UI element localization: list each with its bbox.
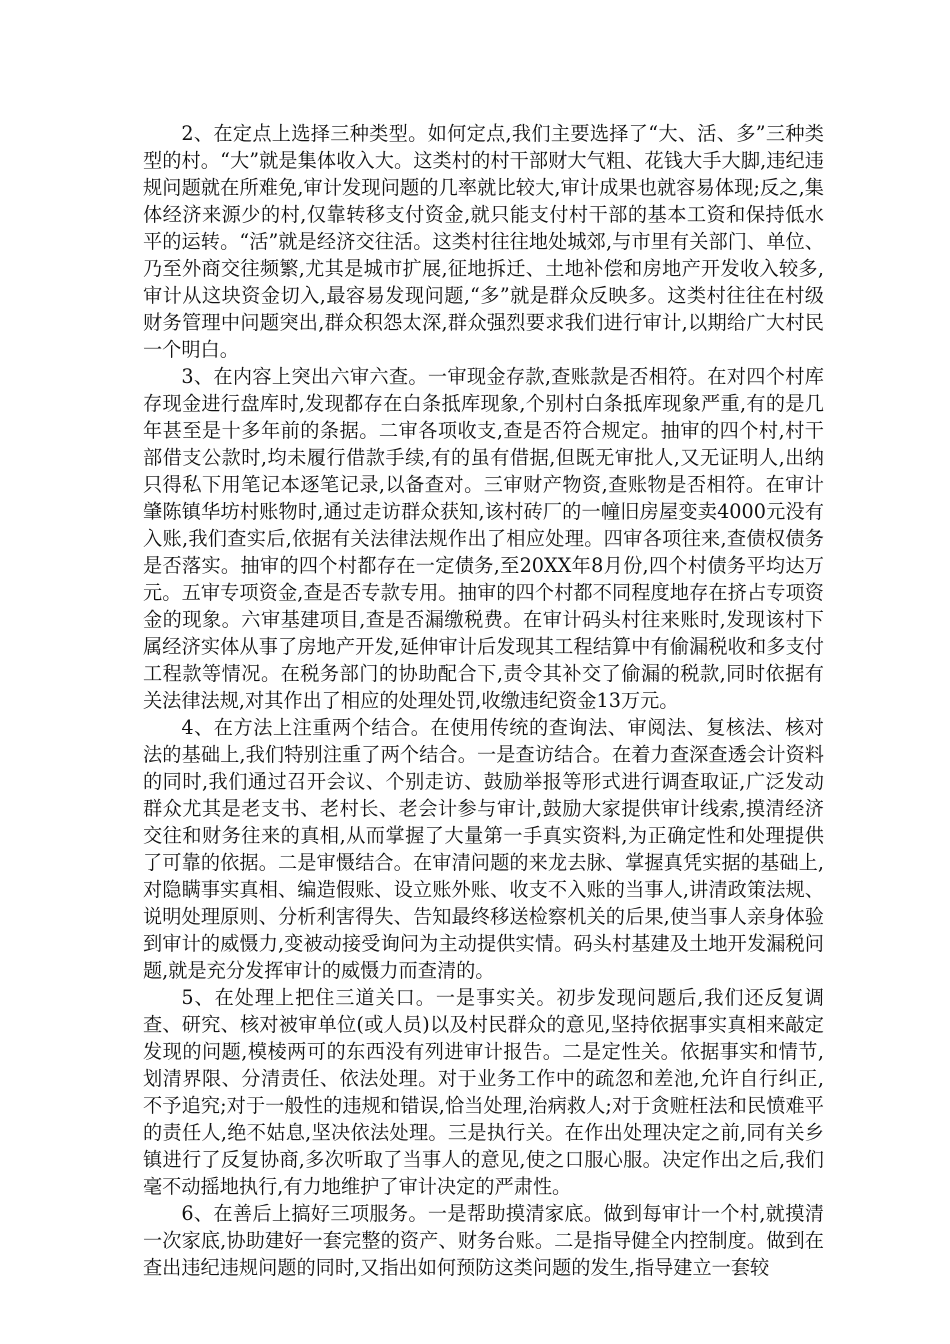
- paragraph-6-three-services: 6、在善后上搞好三项服务。一是帮助摸清家底。做到每审计一个村,就摸清一次家底,协助建好一套完整的资产、财务台账。二是指导健全内控制度。做到在查出违纪违规问题的同时,又指出如何预防这类问题的发生,指导建立一套较: [143, 1202, 824, 1279]
- paragraph-3-six-audits: 3、在内容上突出六审六查。一审现金存款,查账款是否相符。在对四个村库存现金进行盘库时,发现都存在白条抵库现象,个别村白条抵库现象严重,有的是几年甚至是十多年前的条据。二审各项收支,查是否符合规定。抽审的四个村,村干部借支公款时,均未履行借款手续,有的虽有借据,但既无审批人,又无证明人,出纳只得私下用笔记本逐笔记录,以备查对。三审财产物资,查账物是否相符。在审计肇陈镇华坊村账物时,通过走访群众获知,该村砖厂的一幢旧房屋变卖4000元没有入账,我们查实后,依据有关法律法规作出了相应处理。四审各项往来,查债权债务是否落实。抽审的四个村都存在一定债务,至20XX年8月份,四个村债务平均达万元。五审专项资金,查是否专款专用。抽审的四个村都不同程度地存在挤占专项资金的现象。六审基建项目,查是否漏缴税费。在审计码头村往来账时,发现该村下属经济实体从事了房地产开发,延伸审计后发现其工程结算中有偷漏税收和多支付工程款等情况。在税务部门的协助配合下,责令其补交了偷漏的税款,同时依据有关法律法规,对其作出了相应的处理处罚,收缴违纪资金13万元。: [143, 365, 824, 712]
- paragraph-2-site-selection: 2、在定点上选择三种类型。如何定点,我们主要选择了“大、活、多”三种类型的村。“大”就是集体收入大。这类村的村干部财大气粗、花钱大手大脚,违纪违规问题就在所难免,审计发现问题的几率就比较大,审计成果也就容易体现;反之,集体经济来源少的村,仅靠转移支付资金,就只能支付村干部的基本工资和保持低水平的运转。“活”就是经济交往活。这类村往往地处城郊,与市里有关部门、单位、乃至外商交往频繁,尤其是城市扩展,征地拆迁、土地补偿和房地产开发收入较多,审计从这块资金切入,最容易发现问题,“多”就是群众反映多。这类村往往在村级财务管理中问题突出,群众积怨太深,群众强烈要求我们进行审计,以期给广大村民一个明白。: [143, 122, 824, 361]
- paragraph-4-two-combinations: 4、在方法上注重两个结合。在使用传统的查询法、审阅法、复核法、核对法的基础上,我们特别注重了两个结合。一是查访结合。在着力查深查透会计资料的同时,我们通过召开会议、个别走访、鼓励举报等形式进行调查取证,广泛发动群众尤其是老支书、老村长、老会计参与审计,鼓励大家提供审计线索,摸清经济交往和财务往来的真相,从而掌握了大量第一手真实资料,为正确定性和处理提供了可靠的依据。二是审慑结合。在审清问题的来龙去脉、掌握真凭实据的基础上,对隐瞒事实真相、编造假账、设立账外账、收支不入账的当事人,讲清政策法规、说明处理原则、分析利害得失、告知最终移送检察机关的后果,使当事人亲身体验到审计的威慑力,变被动接受询问为主动提供实情。码头村基建及土地开发漏税问题,就是充分发挥审计的威慑力而查清的。: [143, 716, 824, 982]
- paragraph-5-three-checkpoints: 5、在处理上把住三道关口。一是事实关。初步发现问题后,我们还反复调查、研究、核对被审单位(或人员)以及村民群众的意见,坚持依据事实真相来敲定发现的问题,模棱两可的东西没有列进审计报告。二是定性关。依据事实和情节,划清界限、分清责任、依法处理。对于业务工作中的疏忽和差池,允许自行纠正,不予追究;对于一般性的违规和错误,恰当处理,治病救人;对于贪赃枉法和民愤难平的责任人,绝不姑息,坚决依法处理。三是执行关。在作出处理决定之前,同有关乡镇进行了反复协商,多次听取了当事人的意见,使之口服心服。决定作出之后,我们毫不动摇地执行,有力地维护了审计决定的严肃性。: [143, 986, 824, 1198]
